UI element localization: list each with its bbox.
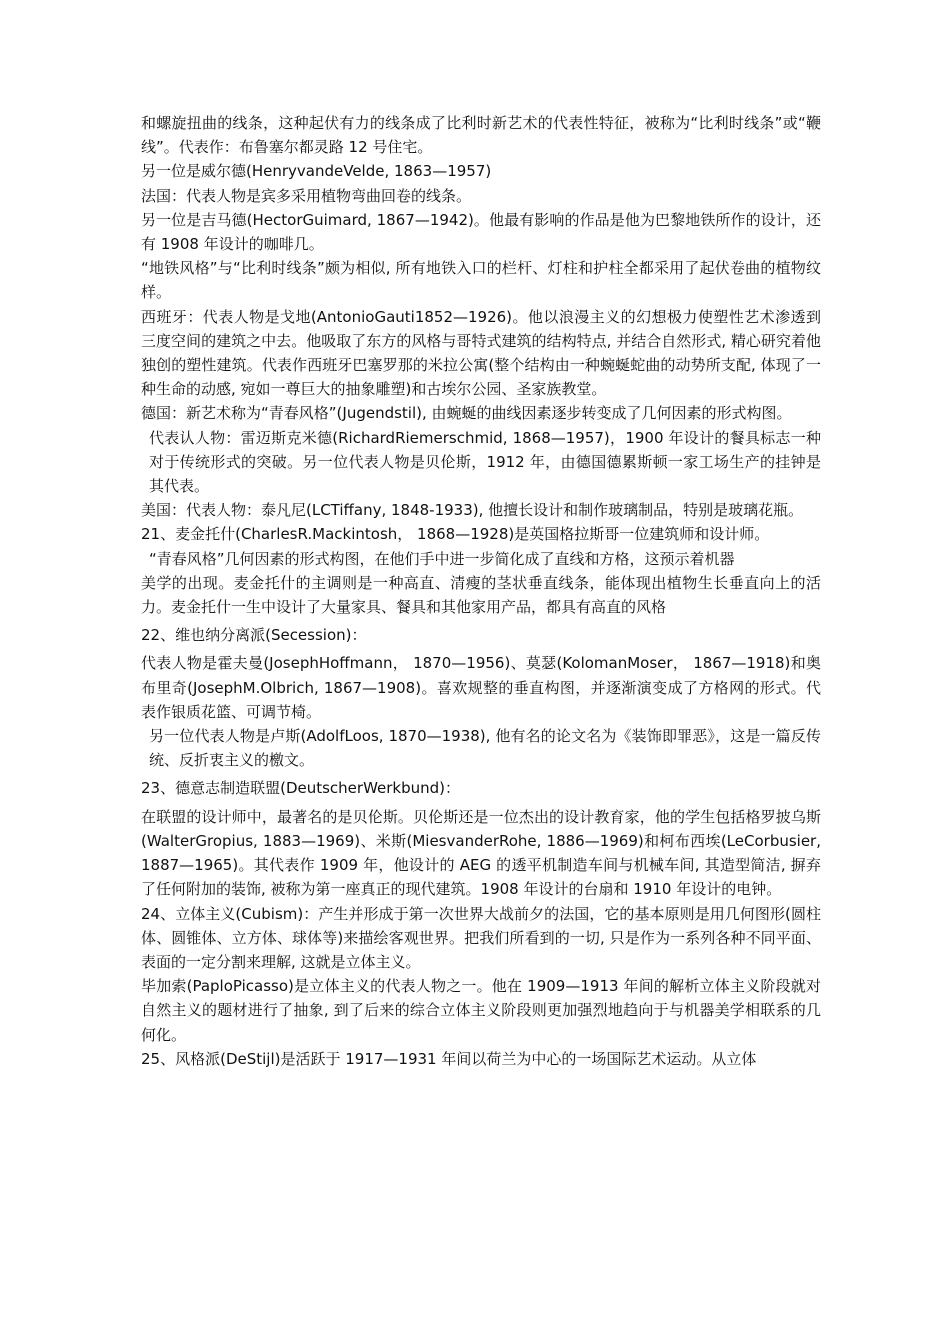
heading-23-werkbund: 23、德意志制造联盟(DeutscherWerkbund)： <box>141 779 461 798</box>
paragraph-riemerschmid: 代表认人物：雷迈斯克米德(RichardRiemerschmid, 1868—1957)，1900 年设计的餐具标志一种对于传统形式的突破。另一位代表人物是贝伦斯，1912 年，由德国德累斯顿一家工场生产的挂钟是其代表。 <box>149 428 821 496</box>
paragraph-spain-gaudi: 西班牙：代表人物是戈地(AntonioGauti1852—1926)。他以浪漫主义的幻想极力使塑性艺术渗透到三度空间的建筑之中去。他吸取了东方的风格与哥特式建筑的结构特点, 并结合自然形式, 精心研究着他独创的塑性建筑。代表作西班牙巴塞罗那的米拉公寓(整个结构由一种蜿蜒蛇曲的动势所支配, 体现了一种生命的动感, 宛如一尊巨大的抽象雕塑)和古埃尔公园、圣家族教堂。 <box>141 307 821 399</box>
paragraph-24-cubism: 24、立体主义(Cubism)：产生并形成于第一次世界大战前夕的法国，它的基本原则是用几何图形(圆柱体、圆锥体、立方体、球体等)来描绘客观世界。把我们所看到的一切, 只是作为一系列各种不同平面、表面的一定分割来理解, 这就是立体主义。 <box>141 904 821 971</box>
paragraph-werkbund-behrens: 在联盟的设计师中，最著名的是贝伦斯。贝伦斯还是一位杰出的设计教育家，他的学生包括格罗披乌斯(WalterGropius, 1883—1969)、米斯(MiesvanderRohe, 1886—1969)和柯布西埃(LeCorbusier, 1887—1965)。其代表作 1909 年，他设计的 AEG 的透平机制造车间与机械车间, 其造型简洁, 摒弃了任何附加的装饰, 被称为第一座真正的现代建筑。1908 年设计的台扇和 1910 年设计的电钟。 <box>141 807 821 899</box>
paragraph-25-de-stijl: 25、风格派(DeStijl)是活跃于 1917—1931 年间以荷兰为中心的一场国际艺术运动。从立体 <box>141 1049 757 1068</box>
paragraph-youth-style-geometry: “青春风格”几何因素的形式构图，在他们手中进一步简化成了直线和方格，这预示着机器 <box>149 549 735 568</box>
paragraph-usa-tiffany: 美国：代表人物：泰凡尼(LCTiffany, 1848-1933), 他擅长设计和制作玻璃制品，特别是玻璃花瓶。 <box>141 501 804 520</box>
paragraph-germany-jugendstil: 德国：新艺术称为“青春风格”(Jugendstil), 由蜿蜒的曲线因素逐步转变成了几何因素的形式构图。 <box>141 404 792 423</box>
paragraph-van-de-velde: 另一位是威尔德(HenryvandeVelde, 1863—1957) <box>141 162 492 181</box>
paragraph-france: 法国：代表人物是宾多采用植物弯曲回卷的线条。 <box>141 186 472 205</box>
paragraph-machine-aesthetics: 美学的出现。麦金托什的主调则是一种高直、清瘦的茎状垂直线条，能体现出植物生长垂直向上的活力。麦金托什一生中设计了大量家具、餐具和其他家用产品，都具有高直的风格 <box>141 573 821 617</box>
paragraph-loos: 另一位代表人物是卢斯(AdolfLoos, 1870—1938), 他有名的论文名为《装饰即罪恶》，这是一篇反传统、反折衷主义的檄文。 <box>149 727 821 770</box>
paragraph-21-mackintosh: 21、麦金托什(CharlesR.Mackintosh， 1868—1928)是英国格拉斯哥一位建筑师和设计师。 <box>141 525 770 544</box>
heading-22-secession: 22、维也纳分离派(Secession)： <box>141 626 367 645</box>
paragraph-secession-members: 代表人物是霍夫曼(JosephHoffmann， 1870—1956)、莫瑟(KolomanMoser， 1867—1918)和奥布里奇(JosephM.Olbrich, 1867—1908)。喜欢规整的垂直构图，并逐渐演变成了方格网的形式。代表作银质花篮、可调节椅。 <box>141 654 821 721</box>
paragraph-picasso: 毕加索(PaploPicasso)是立体主义的代表人物之一。他在 1909—1913 年间的解析立体主义阶段就对自然主义的题材进行了抽象, 到了后来的综合立体主义阶段则更加强烈地趋向于与机器美学相联系的几何化。 <box>141 977 821 1044</box>
paragraph-belgian-line: 和螺旋扭曲的线条，这种起伏有力的线条成了比利时新艺术的代表性特征，被称为“比利时线条”或“鞭线”。代表作：布鲁塞尔都灵路 12 号住宅。 <box>141 114 821 157</box>
paragraph-metro-style: “地铁风格”与“比利时线条”颇为相似, 所有地铁入口的栏杆、灯柱和护柱全都采用了起伏卷曲的植物纹样。 <box>141 259 821 302</box>
document-page <box>141 111 821 1071</box>
paragraph-guimard: 另一位是吉马德(HectorGuimard, 1867—1942)。他最有影响的作品是他为巴黎地铁所作的设计，还有 1908 年设计的咖啡几。 <box>141 210 821 254</box>
